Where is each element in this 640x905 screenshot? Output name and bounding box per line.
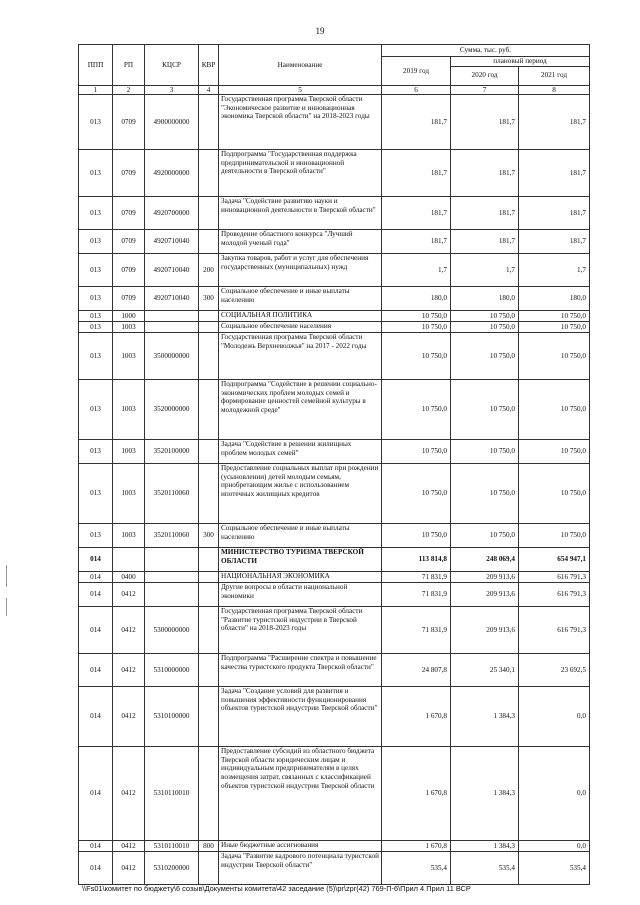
cell-kvr: 200	[199, 254, 219, 287]
cell-ppp: 013	[79, 254, 113, 287]
cell-2019: 535,4	[382, 852, 451, 885]
table-row	[79, 607, 590, 654]
table-row	[79, 572, 590, 583]
header-sum: Сумма, тыс. руб.	[382, 45, 590, 57]
cell-2019: 71 831,9	[382, 583, 451, 607]
cell-kcsr: 3520110060	[145, 524, 199, 548]
cell-rp: 0709	[113, 287, 145, 311]
cell-name: Задача "Содействие в решении жилищных проблем молодых семей"	[219, 440, 382, 464]
cell-2019: 1,7	[382, 254, 451, 287]
cell-kvr	[199, 607, 219, 654]
cell-2021: 535,4	[519, 852, 590, 885]
cell-2019: 1 670,8	[382, 747, 451, 841]
cell-kvr	[199, 380, 219, 440]
cell-kcsr: 4920710040	[145, 254, 199, 287]
cell-name: Социальное обеспечение населения	[219, 322, 382, 333]
cell-rp: 1000	[113, 311, 145, 322]
cell-kvr	[199, 197, 219, 230]
header-planned: плановый период	[451, 57, 590, 67]
cell-kvr	[199, 687, 219, 747]
table-row	[79, 333, 590, 380]
cell-kvr	[199, 95, 219, 150]
cell-kvr: 300	[199, 524, 219, 548]
table-row	[79, 583, 590, 607]
cell-name: НАЦИОНАЛЬНАЯ ЭКОНОМИКА	[219, 572, 382, 583]
cell-ppp: 013	[79, 197, 113, 230]
cell-name: Закупка товаров, работ и услуг для обеспечения государственных (муниципальных) нужд	[219, 254, 382, 287]
cell-2021: 23 692,5	[519, 654, 590, 687]
cell-2019: 10 750,0	[382, 380, 451, 440]
table-row	[79, 95, 590, 150]
cell-rp: 0709	[113, 254, 145, 287]
cell-kcsr: 3500000000	[145, 333, 199, 380]
cell-name: МИНИСТЕРСТВО ТУРИЗМА ТВЕРСКОЙ ОБЛАСТИ	[219, 548, 382, 572]
table-row	[79, 230, 590, 254]
cell-2020: 10 750,0	[451, 311, 519, 322]
cell-ppp: 013	[79, 333, 113, 380]
index-cell: 3	[145, 85, 199, 95]
cell-kcsr: 5310110010	[145, 841, 199, 852]
table-row	[79, 464, 590, 524]
cell-kvr	[199, 747, 219, 841]
cell-2020: 10 750,0	[451, 440, 519, 464]
cell-ppp: 013	[79, 380, 113, 440]
cell-2020: 10 750,0	[451, 524, 519, 548]
cell-ppp: 014	[79, 654, 113, 687]
cell-2021: 181,7	[519, 150, 590, 197]
cell-ppp: 014	[79, 852, 113, 885]
cell-kvr	[199, 852, 219, 885]
cell-2020: 535,4	[451, 852, 519, 885]
cell-2019: 181,7	[382, 150, 451, 197]
cell-kcsr: 5300000000	[145, 607, 199, 654]
cell-kcsr: 5310000000	[145, 654, 199, 687]
margin-mark	[6, 565, 7, 587]
cell-rp: 1003	[113, 440, 145, 464]
cell-2021: 0,0	[519, 747, 590, 841]
cell-2019: 10 750,0	[382, 464, 451, 524]
cell-name: СОЦИАЛЬНАЯ ПОЛИТИКА	[219, 311, 382, 322]
cell-kvr	[199, 464, 219, 524]
cell-kvr: 800	[199, 841, 219, 852]
cell-rp: 0412	[113, 852, 145, 885]
cell-2020: 209 913,6	[451, 583, 519, 607]
cell-ppp: 013	[79, 287, 113, 311]
index-cell: 8	[519, 85, 590, 95]
cell-2019: 1 670,8	[382, 687, 451, 747]
cell-name: Подпрограмма "Государственная поддержка предпринимательской и инновационной деятельности в Тверской области"	[219, 150, 382, 197]
header-name: Наименование	[219, 45, 382, 86]
cell-kcsr	[145, 548, 199, 572]
cell-kcsr: 3520000000	[145, 380, 199, 440]
cell-2020: 10 750,0	[451, 333, 519, 380]
table-row	[79, 841, 590, 852]
cell-kvr	[199, 150, 219, 197]
table-row	[79, 654, 590, 687]
cell-name: Предоставление субсидий из областного бюджета Тверской области юридическим лицам и индивидуальным предпринимателям в целях возмещения затрат, связанных с классификацией объектов туристской индустрии Тверской области	[219, 747, 382, 841]
cell-2021: 10 750,0	[519, 524, 590, 548]
table-body	[79, 85, 590, 885]
cell-rp: 0412	[113, 583, 145, 607]
cell-kcsr	[145, 583, 199, 607]
cell-2020: 10 750,0	[451, 464, 519, 524]
cell-rp: 1003	[113, 322, 145, 333]
cell-kcsr: 3520100000	[145, 440, 199, 464]
cell-2019: 10 750,0	[382, 322, 451, 333]
cell-2019: 10 750,0	[382, 524, 451, 548]
cell-kvr	[199, 583, 219, 607]
header-2019: 2019 год	[382, 57, 451, 86]
cell-name: Социальное обеспечение и иные выплаты населению	[219, 287, 382, 311]
cell-kcsr: 4920700000	[145, 197, 199, 230]
cell-ppp: 014	[79, 607, 113, 654]
cell-name: Подпрограмма "Расширение спектра и повышение качества туристского продукта Тверской области"	[219, 654, 382, 687]
cell-ppp: 013	[79, 230, 113, 254]
cell-kvr	[199, 333, 219, 380]
header-kcsr: КЦСР	[145, 45, 199, 86]
cell-rp: 1003	[113, 524, 145, 548]
cell-2020: 209 913,6	[451, 607, 519, 654]
cell-name: Задача "Развитие кадрового потенциала туристской индустрии Тверской области"	[219, 852, 382, 885]
cell-name: Другие вопросы в области национальной экономики	[219, 583, 382, 607]
cell-kcsr: 5310100000	[145, 687, 199, 747]
cell-2020: 180,0	[451, 287, 519, 311]
cell-ppp: 013	[79, 95, 113, 150]
cell-ppp: 014	[79, 747, 113, 841]
table-row	[79, 548, 590, 572]
cell-name: Государственная программа Тверской области "Молодежь Верхневолжья" на 2017 - 2022 годы	[219, 333, 382, 380]
cell-ppp: 014	[79, 548, 113, 572]
cell-name: Предоставление социальных выплат при рождении (усыновлении) детей молодым семьям, приобретающим жилье с использованием ипотечных жилищных кредитов	[219, 464, 382, 524]
cell-2021: 10 750,0	[519, 440, 590, 464]
index-cell: 5	[219, 85, 382, 95]
cell-2020: 1 384,3	[451, 687, 519, 747]
header-2021: 2021 год	[519, 66, 590, 85]
cell-2021: 10 750,0	[519, 464, 590, 524]
cell-2019: 71 831,9	[382, 572, 451, 583]
page-number: 19	[315, 26, 325, 36]
cell-2019: 10 750,0	[382, 311, 451, 322]
cell-ppp: 014	[79, 687, 113, 747]
cell-kvr	[199, 654, 219, 687]
cell-kcsr: 3520110060	[145, 464, 199, 524]
cell-kcsr: 4920710040	[145, 230, 199, 254]
cell-2019: 71 831,9	[382, 607, 451, 654]
budget-table	[78, 44, 590, 885]
cell-rp: 0412	[113, 607, 145, 654]
cell-kcsr: 4920000000	[145, 150, 199, 197]
cell-ppp: 013	[79, 440, 113, 464]
cell-2020: 25 340,1	[451, 654, 519, 687]
cell-name: Задача "Содействие развитию науки и инновационной деятельности в Тверской области"	[219, 197, 382, 230]
cell-2020: 248 069,4	[451, 548, 519, 572]
header-kvr: КВР	[199, 45, 219, 86]
index-cell: 4	[199, 85, 219, 95]
table-row	[79, 322, 590, 333]
footer-file-path: \\Fs01\комитет по бюджету\6 созыв\Документы комитета\42 заседание (5)\pr\zpr(42) 769-П-6\Прил 4 Прил 11 ВСР	[82, 884, 471, 893]
cell-name: Подпрограмма "Содействие в решении социально-экономических проблем молодых семей и формирование ценностей семейной культуры в молодежной среде"	[219, 380, 382, 440]
cell-ppp: 013	[79, 322, 113, 333]
cell-kcsr	[145, 311, 199, 322]
cell-2021: 10 750,0	[519, 333, 590, 380]
cell-2021: 10 750,0	[519, 311, 590, 322]
cell-rp: 0709	[113, 95, 145, 150]
cell-rp	[113, 548, 145, 572]
header-row-1	[79, 45, 590, 57]
cell-ppp: 014	[79, 841, 113, 852]
cell-kcsr	[145, 572, 199, 583]
cell-rp: 0412	[113, 654, 145, 687]
cell-2020: 10 750,0	[451, 380, 519, 440]
cell-2020: 181,7	[451, 230, 519, 254]
table-row	[79, 150, 590, 197]
cell-ppp: 013	[79, 464, 113, 524]
index-cell: 6	[382, 85, 451, 95]
cell-2019: 181,7	[382, 95, 451, 150]
header-ppp: ППП	[79, 45, 113, 86]
cell-2021: 181,7	[519, 197, 590, 230]
table-row	[79, 254, 590, 287]
cell-rp: 0709	[113, 230, 145, 254]
cell-ppp: 014	[79, 583, 113, 607]
cell-kcsr	[145, 322, 199, 333]
column-index-row	[79, 85, 590, 95]
cell-kvr	[199, 548, 219, 572]
cell-kcsr: 5310110010	[145, 747, 199, 841]
cell-2020: 1 384,3	[451, 747, 519, 841]
table-row	[79, 524, 590, 548]
cell-kcsr: 5310200000	[145, 852, 199, 885]
cell-2021: 616 791,3	[519, 572, 590, 583]
cell-name: Государственная программа Тверской области "Развитие туристской индустрии в Тверской области" на 2018-2023 годы	[219, 607, 382, 654]
cell-ppp: 013	[79, 311, 113, 322]
table-row	[79, 380, 590, 440]
table-row	[79, 747, 590, 841]
cell-2020: 209 913,6	[451, 572, 519, 583]
cell-name: Проведение областного конкурса "Лучший молодой ученый года"	[219, 230, 382, 254]
cell-kcsr: 4920710040	[145, 287, 199, 311]
cell-2021: 654 947,1	[519, 548, 590, 572]
cell-2020: 181,7	[451, 150, 519, 197]
cell-2021: 616 791,3	[519, 583, 590, 607]
cell-ppp: 014	[79, 572, 113, 583]
cell-2021: 0,0	[519, 687, 590, 747]
cell-2020: 10 750,0	[451, 322, 519, 333]
cell-2020: 181,7	[451, 95, 519, 150]
cell-kvr: 300	[199, 287, 219, 311]
cell-2019: 113 814,8	[382, 548, 451, 572]
index-cell: 2	[113, 85, 145, 95]
cell-2019: 181,7	[382, 230, 451, 254]
cell-name: Социальное обеспечение и иные выплаты населению	[219, 524, 382, 548]
cell-rp: 1003	[113, 333, 145, 380]
cell-2021: 181,7	[519, 230, 590, 254]
cell-name: Иные бюджетные ассигнования	[219, 841, 382, 852]
cell-ppp: 013	[79, 150, 113, 197]
cell-rp: 0412	[113, 747, 145, 841]
cell-2021: 616 791,3	[519, 607, 590, 654]
cell-2021: 181,7	[519, 95, 590, 150]
cell-2020: 181,7	[451, 197, 519, 230]
table-row	[79, 440, 590, 464]
cell-2021: 180,0	[519, 287, 590, 311]
cell-2019: 181,7	[382, 197, 451, 230]
table-row	[79, 687, 590, 747]
cell-name: Задача "Создание условий для развития и повышения эффективности функционирования объектов туристской индустрии Тверской области"	[219, 687, 382, 747]
cell-2019: 24 807,8	[382, 654, 451, 687]
cell-rp: 0709	[113, 197, 145, 230]
cell-2021: 0,0	[519, 841, 590, 852]
cell-2021: 1,7	[519, 254, 590, 287]
cell-kvr	[199, 322, 219, 333]
header-2020: 2020 год	[451, 66, 519, 85]
cell-kvr	[199, 311, 219, 322]
cell-rp: 0412	[113, 841, 145, 852]
cell-rp: 0709	[113, 150, 145, 197]
cell-2019: 1 670,8	[382, 841, 451, 852]
index-cell: 1	[79, 85, 113, 95]
table-row	[79, 197, 590, 230]
cell-2019: 10 750,0	[382, 333, 451, 380]
cell-rp: 1003	[113, 464, 145, 524]
cell-2019: 180,0	[382, 287, 451, 311]
cell-kvr	[199, 572, 219, 583]
cell-ppp: 013	[79, 524, 113, 548]
cell-rp: 0412	[113, 687, 145, 747]
cell-kvr	[199, 230, 219, 254]
cell-2021: 10 750,0	[519, 322, 590, 333]
cell-2020: 1,7	[451, 254, 519, 287]
cell-name: Государственная программа Тверской области "Экономическое развитие и инновационная экономика Тверской области" на 2018-2023 годы	[219, 95, 382, 150]
index-cell: 7	[451, 85, 519, 95]
cell-2019: 10 750,0	[382, 440, 451, 464]
table-row	[79, 287, 590, 311]
table-row	[79, 311, 590, 322]
cell-2021: 10 750,0	[519, 380, 590, 440]
cell-rp: 1003	[113, 380, 145, 440]
header-rp: РП	[113, 45, 145, 86]
cell-kcsr: 4900000000	[145, 95, 199, 150]
cell-rp: 0400	[113, 572, 145, 583]
cell-kvr	[199, 440, 219, 464]
table-row	[79, 852, 590, 885]
margin-mark	[6, 598, 7, 616]
cell-2020: 1 384,3	[451, 841, 519, 852]
